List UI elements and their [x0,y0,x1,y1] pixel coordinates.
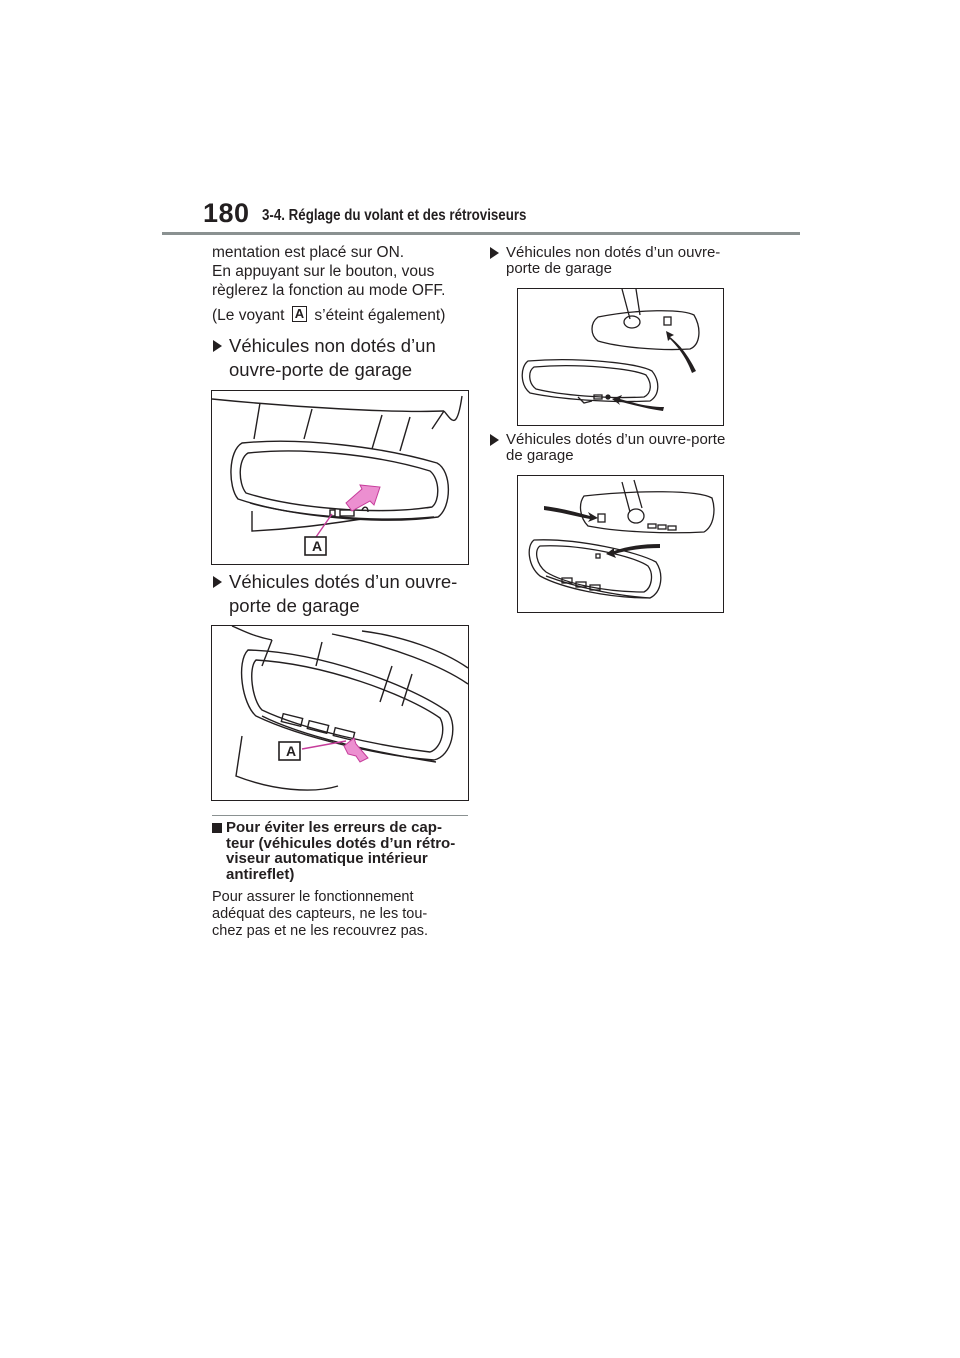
intro-line-1: mentation est placé sur ON. [212,244,405,261]
right-heading-garage-line-1: Véhicules dotés d’un ouvre-porte [506,431,726,448]
figure-mirror-sensors-no-garage [517,288,724,426]
triangle-bullet-icon [490,434,499,446]
left-column [212,243,468,382]
note-title-line-2: teur (véhicules dotés d’un rétro- [226,834,456,852]
left-heading-no-garage-line-1: Véhicules non dotés d’un [229,335,436,356]
mirror-illustration-3 [518,289,723,425]
right-heading-no-garage [489,245,796,276]
indicator-note-after: s’éteint également) [314,307,446,324]
indicator-tag: A [292,306,307,322]
triangle-bullet-icon [213,340,222,352]
triangle-bullet-icon [213,576,222,588]
figure2-callout-a: A [285,743,297,759]
note-title-line-3: viseur automatique intérieur [226,850,428,867]
figure-mirror-no-garage-left [211,390,469,565]
right-heading-garage-line-2: de garage [506,446,574,464]
mirror-illustration-2 [212,626,468,800]
figure-mirror-sensors-garage [517,475,724,613]
left-heading-garage [212,570,485,618]
indicator-note-before: (Le voyant [212,307,285,324]
note-body-line-2: adéquat des capteurs, ne les tou- [212,906,428,922]
right-heading-garage [489,432,796,463]
mirror-illustration-1 [212,391,468,564]
note-body-line-1: Pour assurer le fonctionnement [212,889,414,905]
indicator-note [212,306,468,325]
sensor-note [212,815,468,940]
mirror-illustration-4 [518,476,723,612]
header-rule [162,232,800,235]
left-heading-garage-line-1: Véhicules dotés d’un ouvre- [229,571,458,592]
intro-line-2: En appuyant sur le bouton, vous [212,263,435,280]
figure1-callout-a: A [311,538,323,554]
note-title [212,820,468,882]
section-title: 3-4. Réglage du volant et des rétroviseurs [262,207,527,224]
left-heading-garage-line-2: porte de garage [229,595,360,616]
note-title-line-4: antireflet) [226,865,295,883]
left-heading-no-garage [212,334,468,382]
intro-line-3: règlerez la fonction au mode OFF. [212,282,446,299]
square-bullet-icon [212,823,222,833]
page-header [0,0,960,240]
right-heading-no-garage-line-1: Véhicules non dotés d’un ouvre- [506,244,721,261]
note-body-line-3: chez pas et ne les recouvrez pas. [212,923,429,939]
note-rule [212,815,468,816]
page-number: 180 [203,198,250,228]
triangle-bullet-icon [490,247,499,259]
right-heading-no-garage-line-2: porte de garage [506,259,612,277]
note-title-line-1: Pour éviter les erreurs de cap- [226,819,442,836]
left-heading-no-garage-line-2: ouvre-porte de garage [229,359,413,380]
figure-mirror-garage-left [211,625,469,801]
